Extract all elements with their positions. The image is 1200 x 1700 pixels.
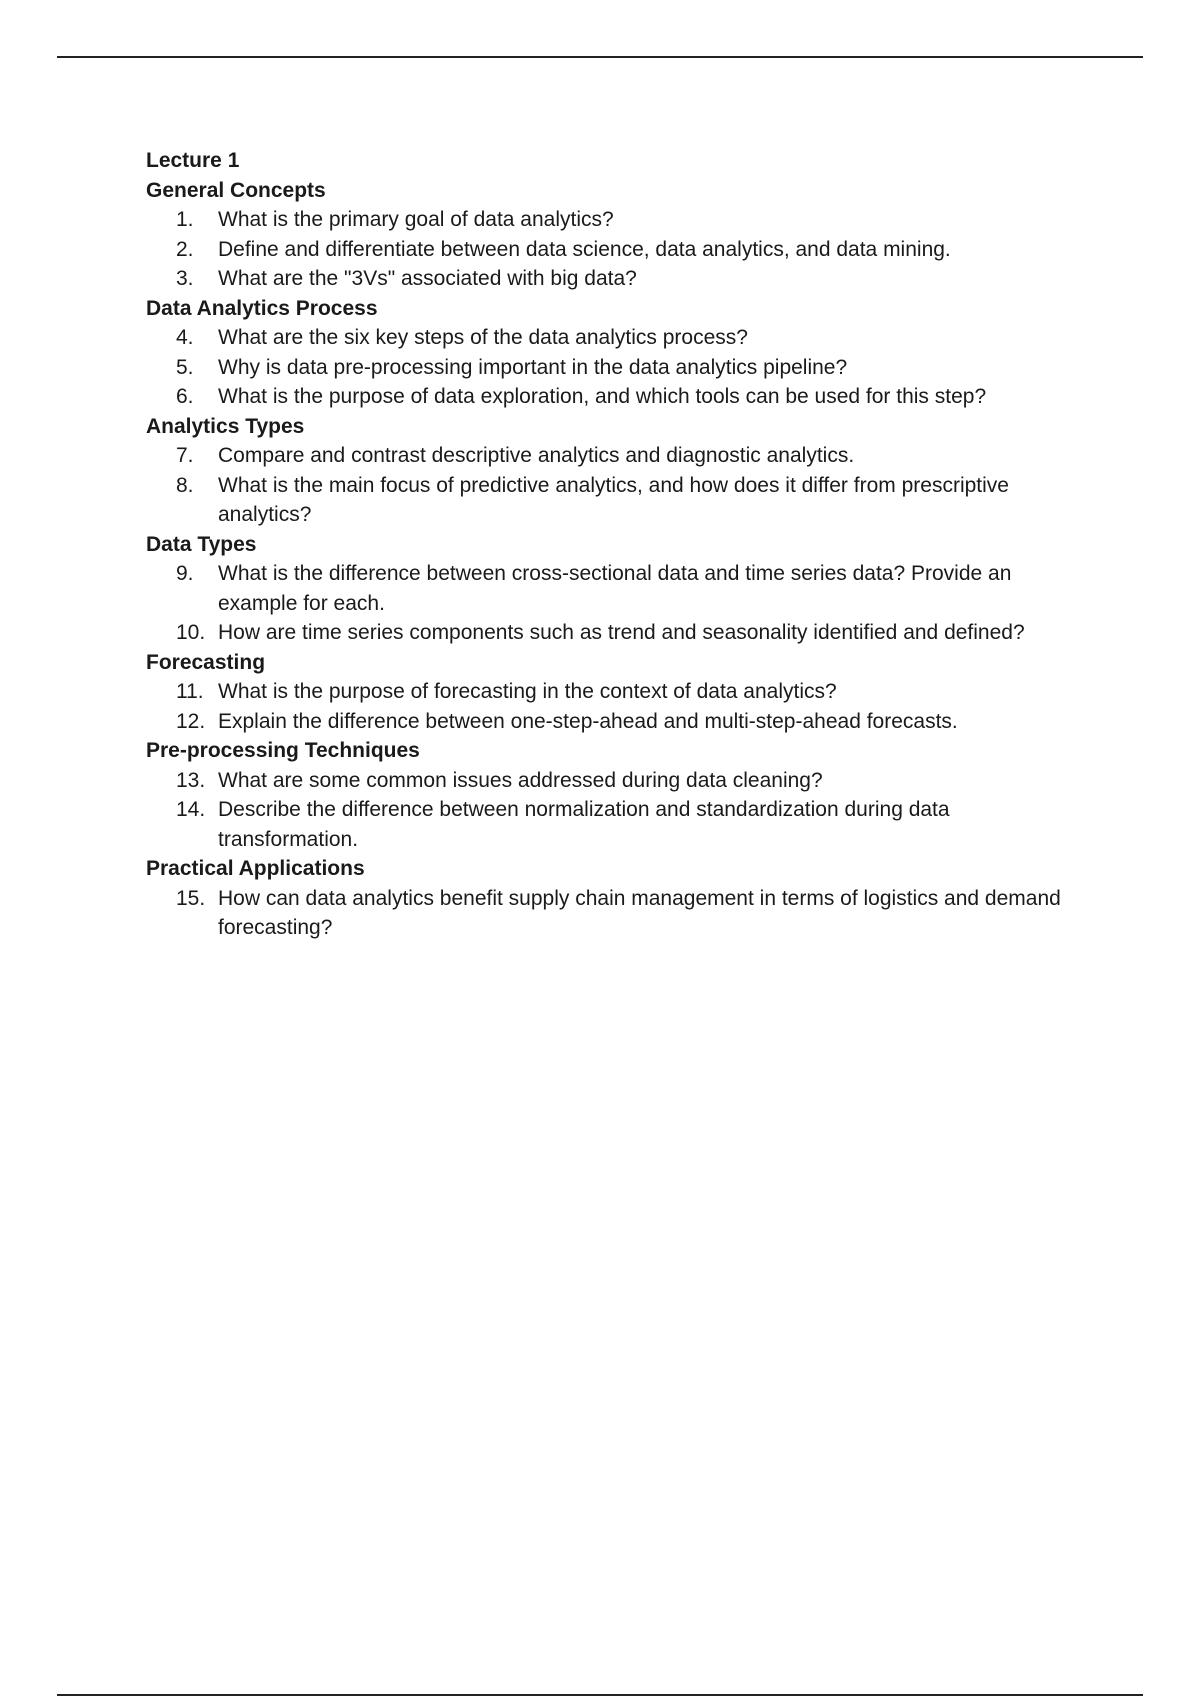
question-section <box>146 294 1066 412</box>
question-item <box>146 884 1066 943</box>
question-number: 2. <box>176 237 194 261</box>
question-number: 6. <box>176 385 194 408</box>
question-text: What are some common issues addressed during data cleaning? <box>218 768 823 792</box>
question-section <box>146 736 1066 854</box>
top-divider <box>57 56 1143 58</box>
question-item <box>146 323 1066 353</box>
question-item <box>146 677 1066 707</box>
question-item <box>146 382 1066 412</box>
question-number: 8. <box>176 473 194 497</box>
question-text: What is the difference between cross-sectional data and time series data? Provide an example for each. <box>218 562 1012 615</box>
sections-container <box>146 176 1066 943</box>
question-item <box>146 353 1066 383</box>
question-item <box>146 766 1066 796</box>
bottom-divider <box>57 1694 1143 1696</box>
lecture-title: Lecture 1 <box>146 149 240 172</box>
question-item <box>146 235 1066 265</box>
question-number: 15. <box>176 886 206 910</box>
question-item <box>146 471 1066 530</box>
section-heading: Data Analytics Process <box>146 296 378 320</box>
question-section <box>146 648 1066 737</box>
question-list <box>146 677 1066 736</box>
question-list <box>146 884 1066 943</box>
question-item <box>146 707 1066 737</box>
question-text: What is the primary goal of data analytics? <box>218 208 614 231</box>
question-text: Compare and contrast descriptive analytics and diagnostic analytics. <box>218 444 855 467</box>
question-text: What is the main focus of predictive analytics, and how does it differ from prescriptive analytics? <box>218 473 1009 526</box>
section-heading: Pre-processing Techniques <box>146 739 420 762</box>
question-number: 9. <box>176 562 194 585</box>
question-number: 12. <box>176 709 206 733</box>
question-text: What are the six key steps of the data analytics process? <box>218 326 748 349</box>
question-number: 5. <box>176 355 194 379</box>
question-number: 14. <box>176 798 206 821</box>
question-number: 11. <box>176 680 204 703</box>
section-heading: General Concepts <box>146 178 326 202</box>
question-item <box>146 441 1066 471</box>
question-item <box>146 559 1066 618</box>
question-list <box>146 441 1066 530</box>
question-text: What are the "3Vs" associated with big data? <box>218 267 637 290</box>
question-section <box>146 176 1066 294</box>
question-item <box>146 618 1066 648</box>
question-number: 13. <box>176 768 206 792</box>
question-list <box>146 559 1066 648</box>
question-number: 7. <box>176 444 194 467</box>
question-section <box>146 530 1066 648</box>
question-text: Explain the difference between one-step-ahead and multi-step-ahead forecasts. <box>218 709 958 733</box>
question-item <box>146 264 1066 294</box>
question-text: How can data analytics benefit supply chain management in terms of logistics and demand forecasting? <box>218 886 1061 939</box>
question-list <box>146 766 1066 855</box>
question-list <box>146 205 1066 294</box>
section-heading: Forecasting <box>146 650 266 674</box>
question-number: 10. <box>176 621 206 644</box>
question-item <box>146 205 1066 235</box>
section-heading: Analytics Types <box>146 414 305 438</box>
question-text: Why is data pre-processing important in the data analytics pipeline? <box>218 355 848 379</box>
document-body <box>146 146 1066 943</box>
question-list <box>146 323 1066 412</box>
question-text: How are time series components such as trend and seasonality identified and defined? <box>218 621 1025 644</box>
question-section <box>146 854 1066 943</box>
section-heading: Data Types <box>146 532 257 556</box>
question-text: What is the purpose of forecasting in the context of data analytics? <box>218 680 837 703</box>
question-text: Describe the difference between normalization and standardization during data transformation. <box>218 798 950 851</box>
section-heading: Practical Applications <box>146 857 365 880</box>
question-number: 4. <box>176 326 194 349</box>
question-number: 3. <box>176 267 194 290</box>
question-number: 1. <box>176 208 194 231</box>
question-section <box>146 412 1066 530</box>
question-text: What is the purpose of data exploration, and which tools can be used for this step? <box>218 385 987 408</box>
question-item <box>146 795 1066 854</box>
question-text: Define and differentiate between data science, data analytics, and data mining. <box>218 237 951 261</box>
